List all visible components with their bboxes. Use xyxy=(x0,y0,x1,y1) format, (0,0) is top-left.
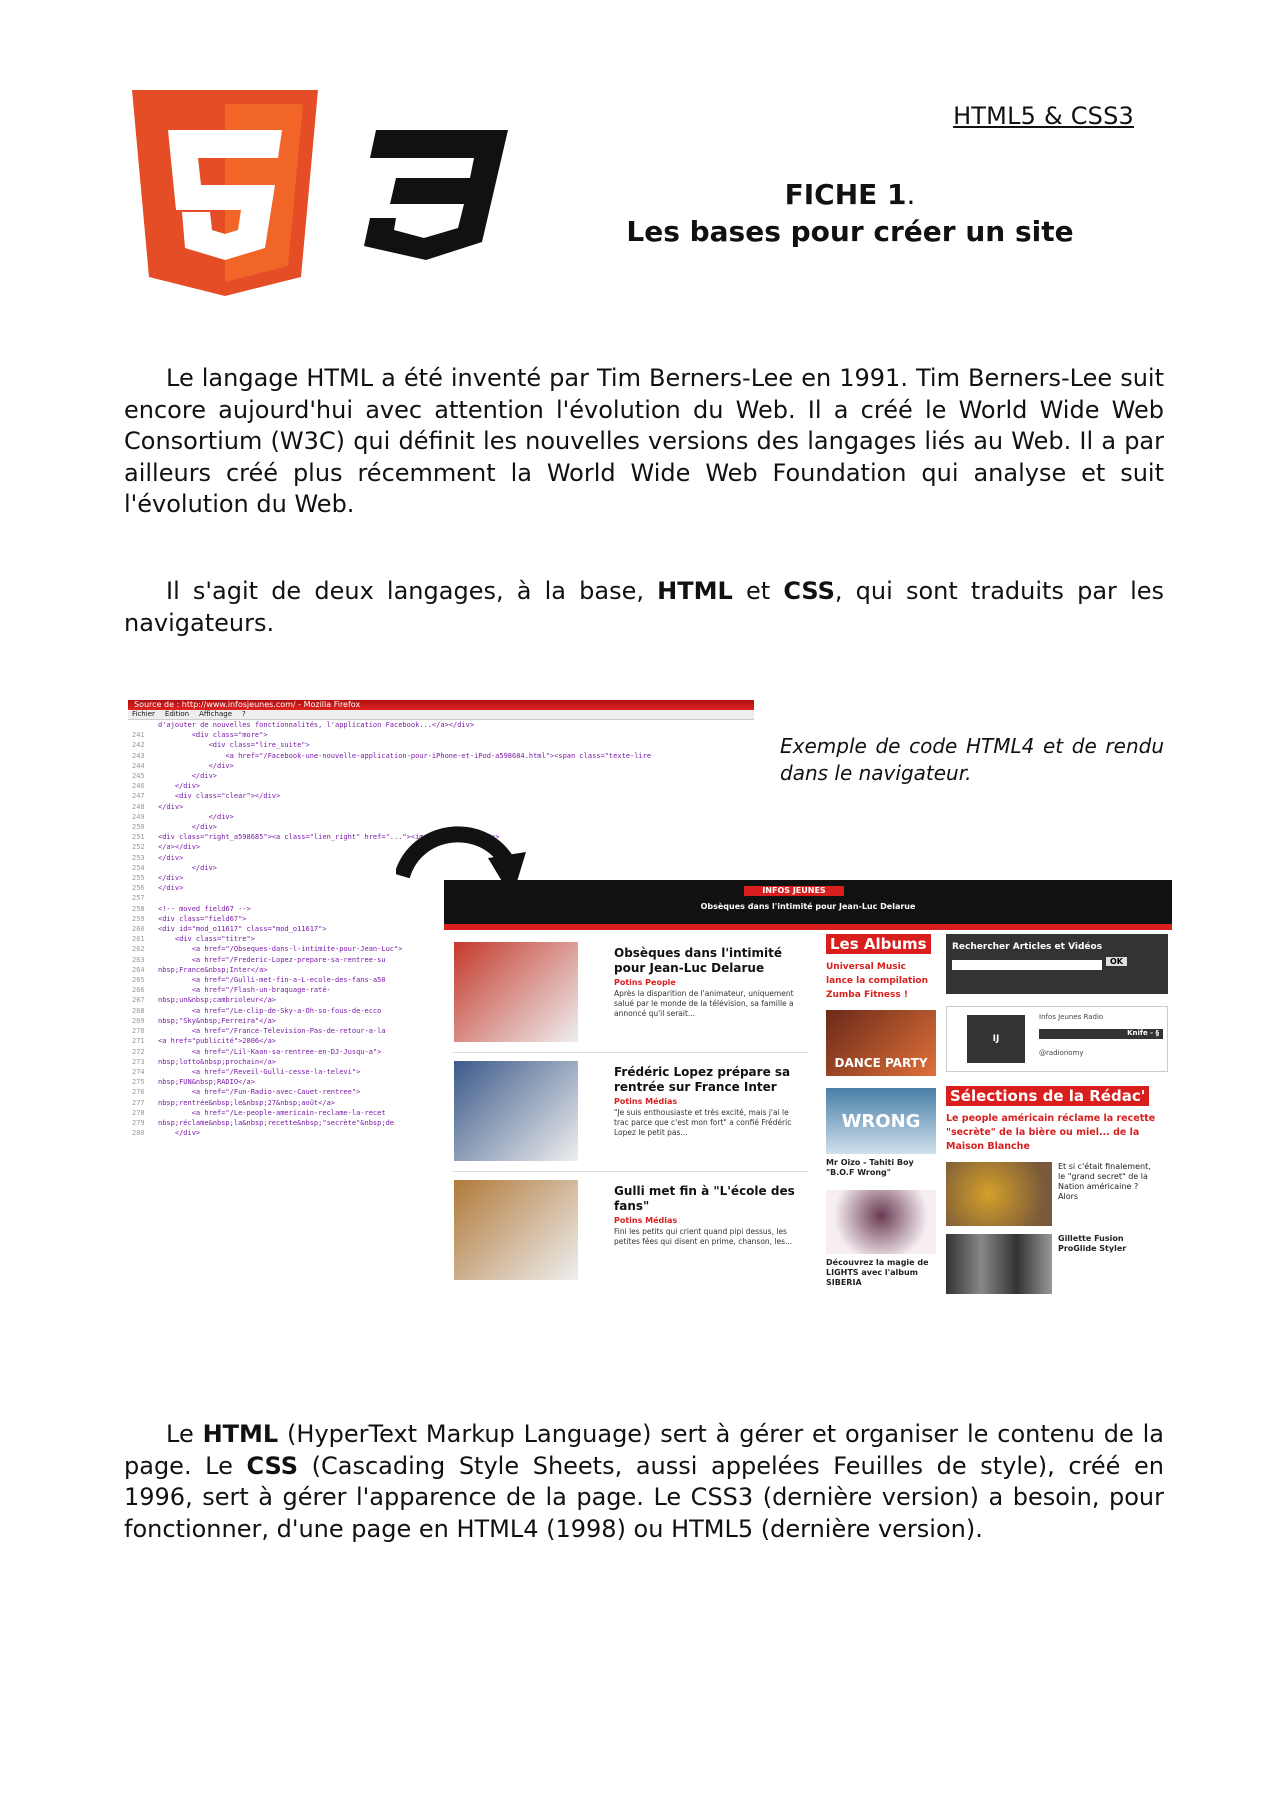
code-text: nbsp;lotto&nbsp;prochain</a> xyxy=(158,1057,277,1066)
code-text: </div> xyxy=(158,802,184,811)
line-number: 247 xyxy=(132,792,145,801)
window-menubar xyxy=(128,710,754,720)
line-number: 251 xyxy=(132,833,145,842)
search-title: Rechercher Articles et Vidéos xyxy=(952,942,1103,952)
line-number: 248 xyxy=(132,802,145,811)
code-text: <div id="mod_o11617" class="mod_o11617"> xyxy=(158,925,327,934)
line-number: 275 xyxy=(132,1078,145,1087)
selection-block xyxy=(946,1086,1168,1294)
article-title[interactable]: Obsèques dans l'intimité pour Jean-Luc Delarue xyxy=(614,946,782,975)
code-line xyxy=(132,740,754,750)
header-tag: HTML5 & CSS3 xyxy=(953,102,1134,130)
line-number: 266 xyxy=(132,986,145,995)
line-number: 254 xyxy=(132,863,145,872)
code-line xyxy=(132,761,754,771)
albums-title: Les Albums xyxy=(826,934,931,954)
line-number: 272 xyxy=(132,1047,145,1056)
code-text: <div class="right_a598685"><a class="lien_right" href="..."><img src="..." /></a> xyxy=(158,833,500,842)
line-number: 276 xyxy=(132,1088,145,1097)
line-number: 249 xyxy=(132,812,145,821)
line-number: 252 xyxy=(132,843,145,852)
line-number: 250 xyxy=(132,823,145,832)
code-text: <div class="field67"> xyxy=(158,914,247,923)
code-text: </div> xyxy=(158,823,218,832)
code-line xyxy=(132,771,754,781)
text: (HyperText Markup Language) sert à gérer et organiser le contenu de la page. Le xyxy=(124,1420,1164,1480)
window-titlebar: Source de : http://www.infosjeunes.com/ - Mozilla Firefox xyxy=(128,700,754,710)
article-rubric[interactable]: Potins People xyxy=(614,978,676,987)
title-fiche: FICHE 1 xyxy=(784,178,907,211)
line-number: 277 xyxy=(132,1098,145,1107)
radio-logo: IJ xyxy=(967,1015,1025,1063)
search-ok-button[interactable]: OK xyxy=(1106,957,1127,966)
code-line xyxy=(132,791,754,801)
article-item[interactable] xyxy=(452,1053,808,1172)
code-text: <a href="/Flash-un-braquage-raté- xyxy=(158,986,331,995)
browser-render xyxy=(444,880,1172,1322)
code-text: nbsp;rentrée&nbsp;le&nbsp;27&nbsp;août</a> xyxy=(158,1098,336,1107)
menu-item[interactable]: ? xyxy=(242,710,246,718)
code-text: </div> xyxy=(158,812,234,821)
code-text: </a></div> xyxy=(158,843,201,852)
paragraph-definitions xyxy=(124,1419,1164,1545)
menu-item[interactable]: Fichier xyxy=(132,710,155,718)
article-item[interactable] xyxy=(452,1172,808,1290)
text: et xyxy=(732,577,784,605)
line-number: 267 xyxy=(132,996,145,1005)
code-line xyxy=(132,781,754,791)
line-number: 245 xyxy=(132,772,145,781)
line-number: 278 xyxy=(132,1108,145,1117)
code-text: <a href="/Le-people-americain-reclame-la-recet xyxy=(158,1108,386,1117)
line-number: 242 xyxy=(132,741,145,750)
album-cover-wrong[interactable] xyxy=(826,1088,936,1154)
title-subtitle: Les bases pour créer un site xyxy=(626,215,1074,248)
line-number: 260 xyxy=(132,925,145,934)
article-thumbnail[interactable] xyxy=(454,1061,578,1161)
album-cover-dance[interactable] xyxy=(826,1010,936,1076)
code-text: <a href="/Frederic-Lopez-prepare-sa-rentree-su xyxy=(158,955,386,964)
selection-thumb[interactable] xyxy=(946,1234,1052,1294)
text: Il s'agit de deux langages, à la base, xyxy=(166,577,658,605)
code-line xyxy=(132,802,754,812)
selection-headline[interactable]: Le people américain réclame la recette "secrète" de la bière ou miel... de la Maison Blanche xyxy=(946,1113,1156,1152)
line-number: 279 xyxy=(132,1118,145,1127)
article-list xyxy=(452,934,808,1290)
line-number: 255 xyxy=(132,874,145,883)
sidebar-right xyxy=(946,934,1168,1294)
line-number: 271 xyxy=(132,1037,145,1046)
line-number: 273 xyxy=(132,1057,145,1066)
line-number: 243 xyxy=(132,751,145,760)
line-number: 246 xyxy=(132,782,145,791)
article-thumbnail[interactable] xyxy=(454,942,578,1042)
radio-label: Infos Jeunes Radio xyxy=(1039,1013,1104,1021)
album-caption[interactable]: Mr Oizo - Tahiti Boy "B.O.F Wrong" xyxy=(826,1158,914,1177)
code-text: </div> xyxy=(158,874,184,883)
album-cover-lights[interactable] xyxy=(826,1190,936,1254)
article-excerpt: Après la disparition de l'animateur, uniquement salué par le monde de la télévision, sa famille a annoncé qu'il serait... xyxy=(614,989,794,1018)
code-text: <a href="/Le-clip-de-Sky-a-Oh-so-fous-de-ecco xyxy=(158,1006,382,1015)
albums-promo[interactable]: Universal Music lance la compilation Zumba Fitness ! xyxy=(826,962,928,1000)
selection-item[interactable] xyxy=(946,1234,1168,1294)
selection-item[interactable] xyxy=(946,1162,1168,1226)
paragraph-history xyxy=(124,363,1164,521)
code-text: <a href="/Lil-Kaan-sa-rentree-en-DJ-Jusqu-a"> xyxy=(158,1047,382,1056)
code-text: <a href="/Fun-Radio-avec-Cauet-rentree"> xyxy=(158,1088,361,1097)
line-number: 269 xyxy=(132,1016,145,1025)
line-number: 256 xyxy=(132,884,145,893)
css3-logo xyxy=(362,130,508,260)
code-text: nbsp;un&nbsp;cambrioleur</a> xyxy=(158,996,277,1005)
menu-item[interactable]: Affichage xyxy=(199,710,233,718)
bold-html: HTML xyxy=(202,1420,279,1448)
line-number: 265 xyxy=(132,976,145,985)
paragraph-history-text: Le langage HTML a été inventé par Tim Berners-Lee en 1991. Tim Berners-Lee suit encore aujourd'hui avec attention l'évolution du Web. Il a créé le World Wide Web Consortium (W3C) qui définit les nouvelles versions des langages liés au Web. Il a par ailleurs créé plus récemment la World Wide Web Foundation qui analyse et suit l'évolution du Web. xyxy=(124,364,1164,518)
article-title[interactable]: Frédéric Lopez prépare sa rentrée sur France Inter xyxy=(614,1065,791,1094)
selection-thumb[interactable] xyxy=(946,1162,1052,1226)
code-text: nbsp;France&nbsp;Inter</a> xyxy=(158,965,268,974)
line-number: 262 xyxy=(132,945,145,954)
paragraph-languages xyxy=(124,576,1164,639)
code-text: <a href="/Obseques-dans-l-intimite-pour-Jean-Luc"> xyxy=(158,945,403,954)
code-text: <a href="/Reveil-Gulli-cesse-la-televi"> xyxy=(158,1067,361,1076)
article-title[interactable]: Gulli met fin à "L'école des fans" xyxy=(614,1184,795,1213)
menu-item[interactable]: Édition xyxy=(164,710,190,718)
album-cover-dance-label: DANCE PARTY xyxy=(834,1056,928,1070)
article-rubric[interactable]: Potins Médias xyxy=(614,1097,678,1106)
html5-logo xyxy=(132,90,318,296)
line-number: 253 xyxy=(132,853,145,862)
code-text: <!-- moved field67 --> xyxy=(158,904,251,913)
bold-css: CSS xyxy=(246,1451,299,1480)
search-input[interactable] xyxy=(952,960,1102,970)
code-text: <div class="lire_suite"> xyxy=(158,741,310,750)
text: , qui sont traduits par les navigateurs. xyxy=(124,577,1165,637)
albums-block xyxy=(826,934,936,1288)
code-text: <div class="more"> xyxy=(158,731,268,740)
code-text: </div> xyxy=(158,761,234,770)
code-text: <a href="publicité">2006</a> xyxy=(158,1037,277,1046)
selection-title: Sélections de la Rédac' xyxy=(946,1086,1149,1106)
code-text: nbsp;réclame&nbsp;la&nbsp;recette&nbsp;"secrète"&nbsp;de xyxy=(158,1118,395,1127)
code-line xyxy=(132,730,754,740)
code-text: </div> xyxy=(158,853,184,862)
radio-widget[interactable] xyxy=(946,1006,1168,1072)
line-number: 261 xyxy=(132,935,145,944)
line-number: 244 xyxy=(132,761,145,770)
text: Le xyxy=(166,1420,203,1448)
article-rubric[interactable]: Potins Médias xyxy=(614,1216,678,1225)
code-text: nbsp;"Sky&nbsp;Ferreira"</a> xyxy=(158,1016,277,1025)
selection-item-text[interactable]: Gillette Fusion ProGlide Styler xyxy=(1058,1234,1127,1253)
code-text: <a href="/Gulli-met-fin-a-L-ecole-des-fans-a50 xyxy=(158,976,386,985)
line-number: 280 xyxy=(132,1129,145,1138)
bold-html: HTML xyxy=(657,577,733,605)
site-logo[interactable]: INFOS JEUNES xyxy=(744,886,844,896)
line-number: 263 xyxy=(132,955,145,964)
code-text: <a href="/France-Television-Pas-de-retour-a-la xyxy=(158,1027,386,1036)
code-text: </div> xyxy=(158,863,218,872)
line-number: 259 xyxy=(132,914,145,923)
code-text: <div class="titre"> xyxy=(158,935,255,944)
code-text: <a href="/Facebook-une-nouvelle-application-pour-iPhone-et-iPod-a598684.html"><span class="texte-lire xyxy=(158,751,652,760)
search-block xyxy=(946,934,1168,994)
line-number: 264 xyxy=(132,965,145,974)
site-header xyxy=(444,880,1172,930)
line-number: 274 xyxy=(132,1067,145,1076)
bold-css: CSS xyxy=(783,577,835,605)
code-text: </div> xyxy=(158,1129,201,1138)
line-number: 241 xyxy=(132,731,145,740)
code-text: d'ajouter de nouvelles fonctionnalités, l'application Facebook...</a></div> xyxy=(158,721,475,729)
radio-player[interactable]: Knife - § xyxy=(1039,1029,1163,1039)
article-item[interactable] xyxy=(452,934,808,1053)
figure-caption: Exemple de code HTML4 et de rendu dans le navigateur. xyxy=(780,734,1164,785)
article-excerpt: Fini les petits qui crient quand pipi dessus, les petites fées qui disent en prime, chanson, les... xyxy=(614,1227,793,1246)
code-text: </div> xyxy=(158,884,184,893)
text: (Cascading Style Sheets, aussi appelées Feuilles de style), créé en 1996, sert à gérer l'apparence de la page. Le CSS3 (dernière version) a besoin, pour fonctionner, d'une page en HTML4 (1998) ou HTML5 (dernière version). xyxy=(124,1451,1164,1543)
radio-handle: @radionomy xyxy=(1039,1049,1084,1057)
article-excerpt: "Je suis enthousiaste et très excité, mais j'ai le trac parce que c'est mon fort" a confié Frédéric Lopez le petit pas... xyxy=(614,1108,792,1137)
article-thumbnail[interactable] xyxy=(454,1180,578,1280)
code-line xyxy=(132,720,754,730)
code-text: </div> xyxy=(158,782,201,791)
selection-item-text: Et si c'était finalement, le "grand secret" de la Nation américaine ? Alors xyxy=(1058,1162,1151,1201)
album-caption[interactable]: Découvrez la magie de LIGHTS avec l'album SIBERIA xyxy=(826,1258,929,1287)
site-headline[interactable]: Obsèques dans l'intimité pour Jean-Luc Delarue xyxy=(700,902,916,911)
line-number: 258 xyxy=(132,904,145,913)
line-number: 257 xyxy=(132,894,145,903)
line-number: 268 xyxy=(132,1006,145,1015)
code-text: <div class="clear"></div> xyxy=(158,792,281,801)
code-text: nbsp;FUN&nbsp;RADIO</a> xyxy=(158,1078,255,1087)
code-line xyxy=(132,751,754,761)
line-number: 270 xyxy=(132,1027,145,1036)
code-text: </div> xyxy=(158,772,218,781)
page-title xyxy=(560,176,1140,250)
album-cover-wrong-label: WRONG xyxy=(841,1110,921,1132)
title-dot: . xyxy=(906,178,916,211)
